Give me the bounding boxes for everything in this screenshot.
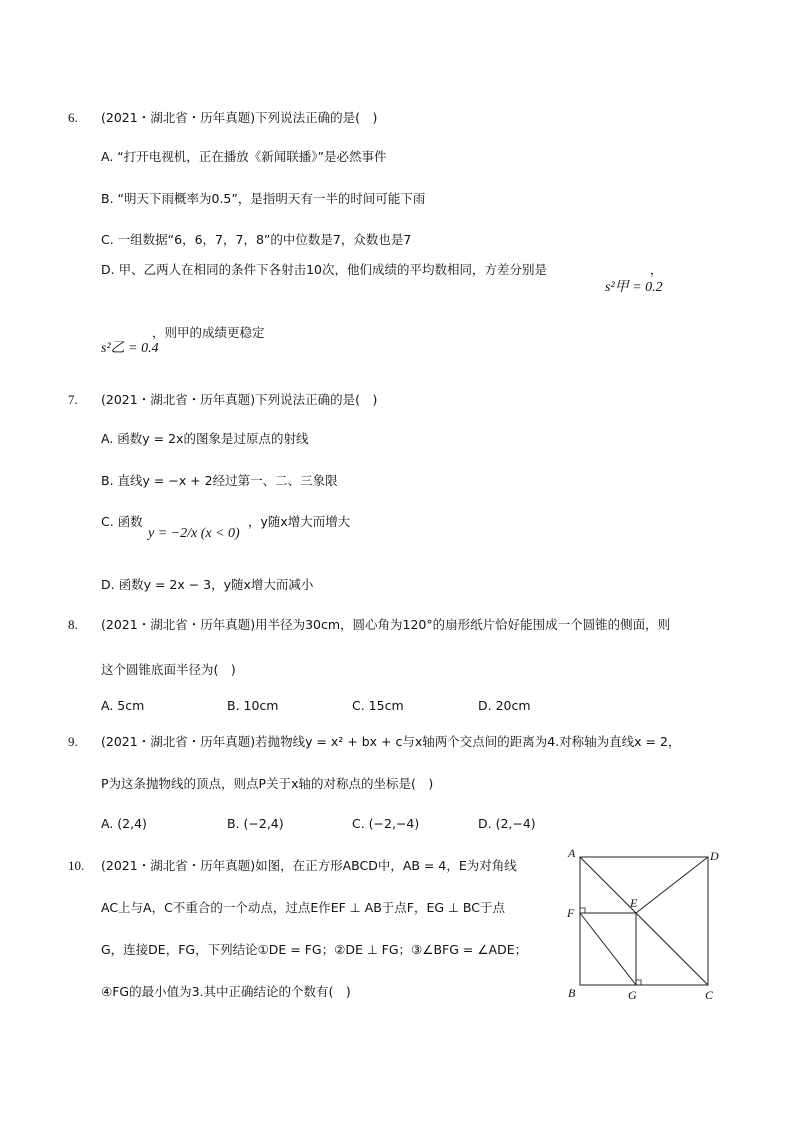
segment-de	[636, 857, 708, 913]
label-c: C	[705, 988, 714, 1002]
q6-variance-jia: s²甲 = 0.2	[605, 280, 663, 295]
q10-line4: ④FG的最小值为3.其中正确结论的个数有( )	[101, 984, 351, 999]
q6-variance-yi: s²乙 = 0.4	[101, 341, 159, 356]
q8-number: 8.	[68, 617, 78, 632]
label-d: D	[710, 849, 719, 863]
q7-option-c-tail: ，y随x增大而增大	[248, 514, 351, 529]
q8-option-d: D. 20cm	[478, 698, 531, 713]
q8-option-c: C. 15cm	[352, 698, 404, 713]
q7-option-b: B. 直线y = −x + 2经过第一、二、三象限	[101, 473, 338, 488]
q8-stem-line2: 这个圆锥底面半径为( )	[101, 662, 236, 677]
q9-stem-line1: (2021・湖北省・历年真题)若抛物线y = x² + bx + c与x轴两个交点间的距离为4.对称轴为直线x = 2，	[101, 734, 681, 749]
label-f: F	[567, 906, 575, 920]
right-angle-mark-f	[580, 908, 585, 913]
square-figure	[560, 845, 735, 1005]
q7-option-c-formula: y = −2/x (x < 0)	[148, 526, 240, 541]
q10-line1: (2021・湖北省・历年真题)如图，在正方形ABCD中，AB = 4，E为对角线	[101, 858, 517, 873]
label-g: G	[628, 988, 637, 1002]
segment-fg	[580, 913, 636, 985]
q6-comma: ，	[650, 262, 663, 277]
label-e: E	[630, 896, 638, 910]
q6-stem: (2021・湖北省・历年真题)下列说法正确的是( )	[101, 110, 378, 125]
q9-option-b: B. (−2,4)	[227, 816, 284, 831]
q10-line2: AC上与A，C不重合的一个动点，过点E作EF ⊥ AB于点F，EG ⊥ BC于点	[101, 900, 505, 915]
q7-stem: (2021・湖北省・历年真题)下列说法正确的是( )	[101, 392, 378, 407]
q6-option-a: A. “打开电视机，正在播放《新闻联播》”是必然事件	[101, 149, 387, 164]
q6-number: 6.	[68, 110, 78, 125]
q7-option-c-label: C. 函数	[101, 514, 143, 529]
q9-option-d: D. (2,−4)	[478, 816, 536, 831]
q8-option-b: B. 10cm	[227, 698, 279, 713]
q7-option-d: D. 函数y = 2x − 3，y随x增大而减小	[101, 577, 314, 592]
q7-option-a: A. 函数y = 2x的图象是过原点的射线	[101, 431, 309, 446]
right-angle-mark-g	[636, 980, 641, 985]
q9-option-c: C. (−2,−4)	[352, 816, 420, 831]
q9-number: 9.	[68, 734, 78, 749]
q9-stem-line2: P为这条抛物线的顶点，则点P关于x轴的对称点的坐标是( )	[101, 776, 434, 791]
q6-option-b: B. “明天下雨概率为0.5”，是指明天有一半的时间可能下雨	[101, 191, 426, 206]
q8-option-a: A. 5cm	[101, 698, 145, 713]
q6-option-d-line1: D. 甲、乙两人在相同的条件下各射击10次，他们成绩的平均数相同，方差分别是	[101, 262, 547, 277]
q8-stem-line1: (2021・湖北省・历年真题)用半径为30cm，圆心角为120°的扇形纸片恰好能围成一个圆锥的侧面，则	[101, 617, 671, 632]
q10-line3: G，连接DE，FG，下列结论①DE = FG；②DE ⊥ FG；③∠BFG = ∠ADE；	[101, 942, 528, 957]
q7-number: 7.	[68, 392, 78, 407]
q6-option-d-line2: ，则甲的成绩更稳定	[152, 325, 265, 340]
q6-option-c: C. 一组数据“6，6，7，7，8”的中位数是7，众数也是7	[101, 232, 412, 247]
q10-number: 10.	[68, 858, 85, 873]
label-a: A	[568, 846, 576, 860]
diagonal-ac	[580, 857, 708, 985]
q9-option-a: A. (2,4)	[101, 816, 147, 831]
label-b: B	[568, 986, 576, 1000]
